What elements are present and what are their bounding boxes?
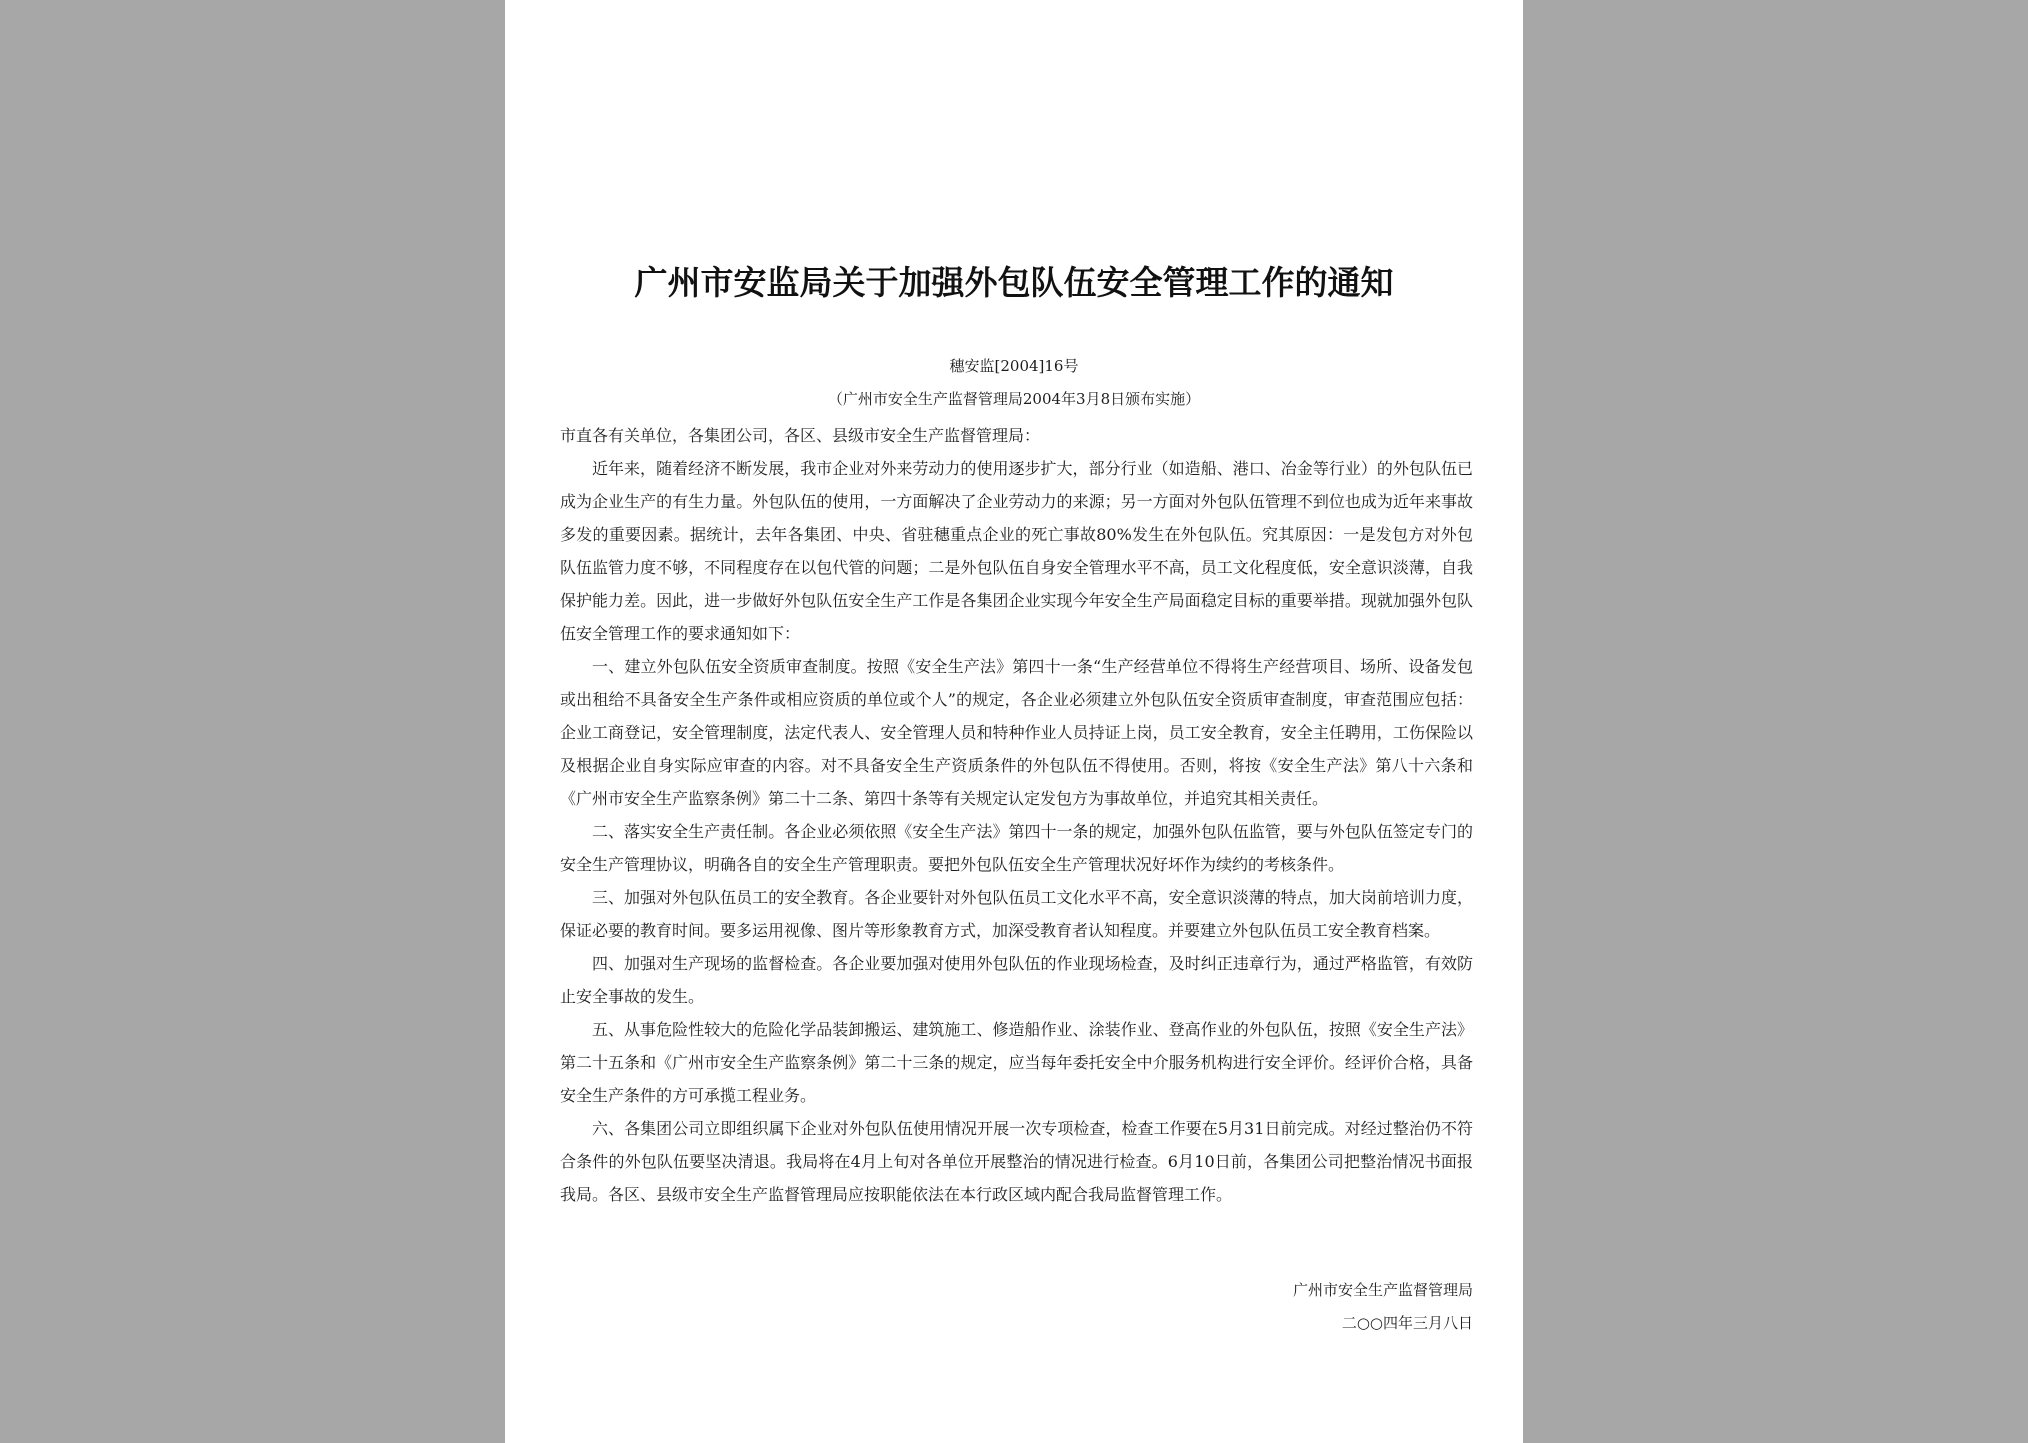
document-body — [560, 419, 1473, 1211]
issuer-signature: 广州市安全生产监督管理局 — [1292, 1281, 1473, 1299]
paragraph-item-3: 三、加强对外包队伍员工的安全教育。各企业要针对外包队伍员工文化水平不高，安全意识淡薄的特点，加大岗前培训力度，保证必要的教育时间。要多运用视像、图片等形象教育方式，加深受教育者认知程度。并要建立外包队伍员工安全教育档案。 — [560, 888, 1473, 940]
document-number: 穗安监[2004]16号 — [949, 357, 1079, 375]
paragraph-item-4: 四、加强对生产现场的监督检查。各企业要加强对使用外包队伍的作业现场检查，及时纠正违章行为，通过严格监管，有效防止安全事故的发生。 — [560, 954, 1473, 1006]
document-page — [505, 0, 1523, 1443]
paragraph-item-2: 二、落实安全生产责任制。各企业必须依照《安全生产法》第四十一条的规定，加强外包队伍监管，要与外包队伍签定专门的安全生产管理协议，明确各自的安全生产管理职责。要把外包队伍安全生产管理状况好坏作为续约的考核条件。 — [560, 822, 1473, 874]
document-title: 广州市安监局关于加强外包队伍安全管理工作的通知 — [634, 263, 1394, 302]
paragraph-intro: 近年来，随着经济不断发展，我市企业对外来劳动力的使用逐步扩大，部分行业（如造船、港口、冶金等行业）的外包队伍已成为企业生产的有生力量。外包队伍的使用，一方面解决了企业劳动力的来源；另一方面对外包队伍管理不到位也成为近年来事故多发的重要因素。据统计，去年各集团、中央、省驻穗重点企业的死亡事故80%发生在外包队伍。究其原因：一是发包方对外包队伍监管力度不够，不同程度存在以包代管的问题；二是外包队伍自身安全管理水平不高，员工文化程度低，安全意识淡薄，自我保护能力差。因此，进一步做好外包队伍安全生产工作是各集团企业实现今年安全生产局面稳定目标的重要举措。现就加强外包队伍安全管理工作的要求通知如下： — [560, 459, 1473, 643]
addressee: 市直各有关单位，各集团公司，各区、县级市安全生产监督管理局： — [560, 426, 1041, 445]
paragraph-item-1: 一、建立外包队伍安全资质审查制度。按照《安全生产法》第四十一条“生产经营单位不得将生产经营项目、场所、设备发包或出租给不具备安全生产条件或相应资质的单位或个人”的规定，各企业必须建立外包队伍安全资质审查制度，审查范围应包括：企业工商登记，安全管理制度，法定代表人、安全管理人员和特种作业人员持证上岗，员工安全教育，安全主任聘用，工伤保险以及根据企业自身实际应审查的内容。对不具备安全生产资质条件的外包队伍不得使用。否则，将按《安全生产法》第八十六条和《广州市安全生产监察条例》第二十二条、第四十条等有关规定认定发包方为事故单位，并追究其相关责任。 — [560, 657, 1473, 808]
paragraph-item-6: 六、各集团公司立即组织属下企业对外包队伍使用情况开展一次专项检查，检查工作要在5月31日前完成。对经过整治仍不符合条件的外包队伍要坚决清退。我局将在4月上旬对各单位开展整治的情况进行检查。6月10日前，各集团公司把整治情况书面报我局。各区、县级市安全生产监督管理局应按职能依法在本行政区域内配合我局监督管理工作。 — [560, 1119, 1473, 1204]
issued-note: （广州市安全生产监督管理局2004年3月8日颁布实施） — [827, 390, 1201, 408]
paragraph-item-5: 五、从事危险性较大的危险化学品装卸搬运、建筑施工、修造船作业、涂装作业、登高作业的外包队伍，按照《安全生产法》第二十五条和《广州市安全生产监察条例》第二十三条的规定，应当每年委托安全中介服务机构进行安全评价。经评价合格，具备安全生产条件的方可承揽工程业务。 — [560, 1020, 1473, 1105]
issue-date: 二○○四年三月八日 — [1341, 1314, 1473, 1332]
